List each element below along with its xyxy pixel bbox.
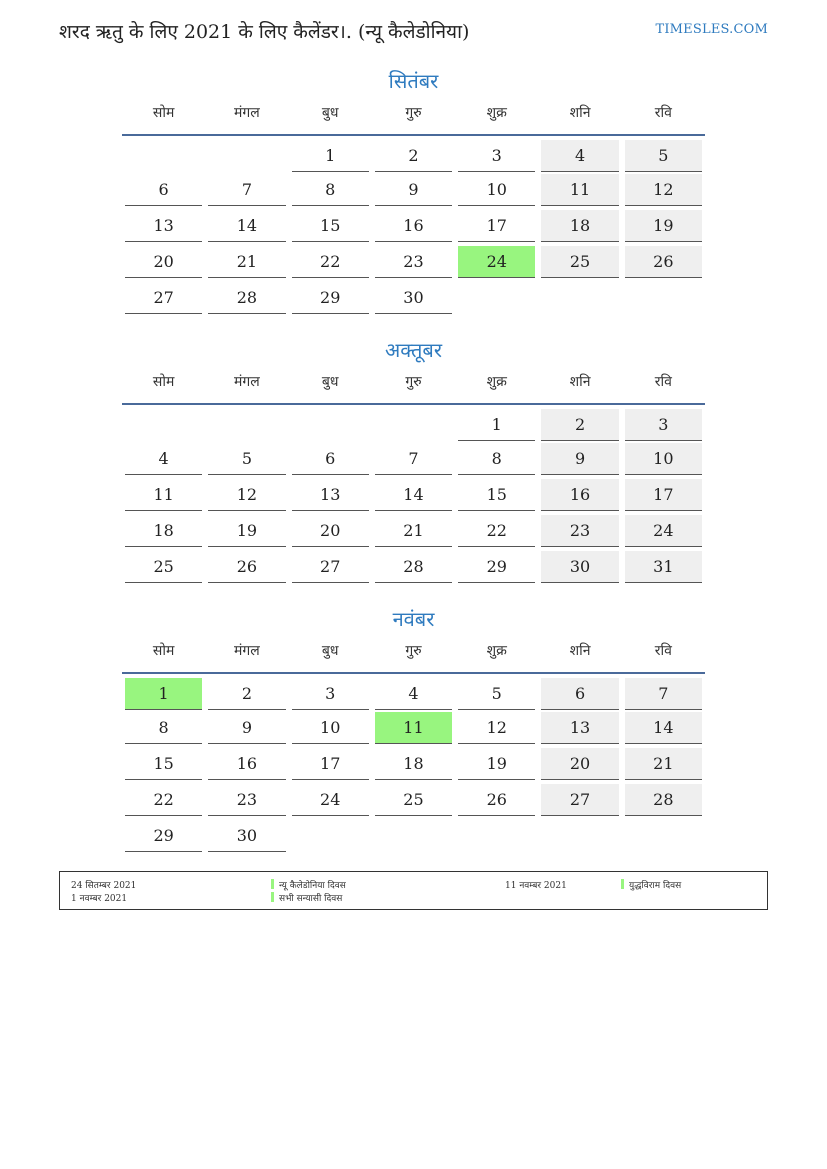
day-cell: 14 (375, 479, 452, 511)
day-cell: 4 (541, 140, 618, 172)
empty-day-cell (541, 282, 618, 313)
day-cell: 22 (292, 246, 369, 278)
day-cell: 11 (125, 479, 202, 511)
day-cell: 11 (375, 712, 452, 744)
day-cell: 2 (541, 409, 618, 441)
day-cell: 7 (208, 174, 285, 206)
week-row (122, 513, 705, 549)
page-title: शरद ऋतु के लिए 2021 के लिए कैलेंडर।. (न्यू कैलेडोनिया) (59, 21, 470, 43)
weekday-header-row (122, 365, 705, 405)
empty-day-cell (625, 282, 702, 313)
week-row (122, 405, 705, 441)
day-cell: 10 (625, 443, 702, 475)
day-cell: 12 (625, 174, 702, 206)
legend-date: 1 नवम्बर 2021 (71, 894, 128, 904)
weekday-label: मंगल (234, 643, 260, 659)
day-cell: 16 (375, 210, 452, 242)
day-cell: 20 (292, 515, 369, 547)
day-cell: 21 (208, 246, 285, 278)
day-cell: 16 (541, 479, 618, 511)
month-october (122, 335, 705, 585)
empty-day-cell (125, 140, 202, 171)
holiday-color-marker (271, 879, 274, 889)
empty-day-cell (458, 282, 535, 313)
empty-day-cell (208, 409, 285, 440)
day-cell: 12 (208, 479, 285, 511)
weekday-label: बुध (321, 643, 339, 659)
day-cell: 9 (541, 443, 618, 475)
day-cell: 23 (208, 784, 285, 816)
day-cell: 23 (375, 246, 452, 278)
empty-day-cell (375, 820, 452, 851)
day-cell: 26 (458, 784, 535, 816)
weekday-label: बुध (321, 374, 339, 390)
holiday-color-marker (271, 892, 274, 902)
day-cell: 4 (125, 443, 202, 475)
weekday-label: शनि (569, 105, 591, 121)
day-cell: 18 (541, 210, 618, 242)
weekday-label: शनि (569, 643, 591, 659)
weekday-label: रवि (654, 643, 672, 659)
day-cell: 24 (292, 784, 369, 816)
legend-holiday-name (271, 878, 346, 891)
day-cell: 7 (625, 678, 702, 710)
weekday-label: शुक्र (486, 374, 507, 390)
day-cell: 3 (292, 678, 369, 710)
day-cell: 3 (625, 409, 702, 441)
weekday-header-row (122, 634, 705, 674)
day-cell: 22 (125, 784, 202, 816)
month-title: अक्तूबर (385, 338, 442, 362)
day-cell: 26 (208, 551, 285, 583)
week-row (122, 280, 705, 316)
week-row (122, 244, 705, 280)
site-link[interactable]: TIMESLES.COM (655, 22, 768, 37)
legend-date: 24 सितम्बर 2021 (71, 881, 137, 891)
week-row (122, 172, 705, 208)
day-cell: 5 (458, 678, 535, 710)
day-cell: 25 (375, 784, 452, 816)
weekday-label: रवि (654, 105, 672, 121)
day-cell: 25 (125, 551, 202, 583)
day-cell: 30 (541, 551, 618, 583)
day-cell: 17 (458, 210, 535, 242)
day-cell: 15 (458, 479, 535, 511)
day-cell: 10 (292, 712, 369, 744)
week-row (122, 818, 705, 854)
empty-day-cell (292, 409, 369, 440)
week-row (122, 674, 705, 710)
day-cell: 19 (625, 210, 702, 242)
day-cell: 8 (458, 443, 535, 475)
day-cell: 11 (541, 174, 618, 206)
day-cell: 19 (458, 748, 535, 780)
day-cell: 8 (125, 712, 202, 744)
day-cell: 13 (292, 479, 369, 511)
legend-date: 11 नवम्बर 2021 (505, 881, 567, 891)
day-cell: 24 (625, 515, 702, 547)
day-cell: 29 (292, 282, 369, 314)
weekday-label: मंगल (234, 105, 260, 121)
day-cell: 18 (375, 748, 452, 780)
day-cell: 6 (292, 443, 369, 475)
day-cell: 23 (541, 515, 618, 547)
day-cell: 28 (375, 551, 452, 583)
weekday-label: शुक्र (486, 105, 507, 121)
day-cell: 14 (625, 712, 702, 744)
day-cell: 27 (541, 784, 618, 816)
empty-day-cell (625, 820, 702, 851)
empty-day-cell (125, 409, 202, 440)
day-cell: 26 (625, 246, 702, 278)
day-cell: 2 (208, 678, 285, 710)
day-cell: 31 (625, 551, 702, 583)
day-cell: 7 (375, 443, 452, 475)
week-row (122, 136, 705, 172)
day-cell: 1 (125, 678, 202, 710)
weekday-label: सोम (152, 374, 175, 390)
day-cell: 13 (541, 712, 618, 744)
day-cell: 1 (292, 140, 369, 172)
empty-day-cell (375, 409, 452, 440)
legend-holiday-name (621, 878, 681, 891)
day-cell: 24 (458, 246, 535, 278)
day-cell: 30 (375, 282, 452, 314)
weekday-label: गुरु (405, 374, 422, 390)
week-row (122, 477, 705, 513)
weekday-header-row (122, 96, 705, 136)
week-row (122, 549, 705, 585)
day-cell: 14 (208, 210, 285, 242)
day-cell: 17 (625, 479, 702, 511)
day-cell: 9 (208, 712, 285, 744)
week-row (122, 710, 705, 746)
weekday-label: मंगल (234, 374, 260, 390)
day-cell: 3 (458, 140, 535, 172)
day-cell: 30 (208, 820, 285, 852)
legend-holiday-label: युद्धविराम दिवस (629, 881, 682, 891)
day-cell: 10 (458, 174, 535, 206)
day-cell: 28 (208, 282, 285, 314)
week-row (122, 746, 705, 782)
weekday-label: बुध (321, 105, 339, 121)
month-title: सितंबर (388, 69, 439, 93)
month-november (122, 604, 705, 854)
day-cell: 29 (125, 820, 202, 852)
weekday-label: शनि (569, 374, 591, 390)
day-cell: 8 (292, 174, 369, 206)
weekday-label: गुरु (405, 105, 422, 121)
legend-holiday-label: सभी सन्यासी दिवस (279, 894, 343, 904)
week-row (122, 441, 705, 477)
day-cell: 6 (541, 678, 618, 710)
day-cell: 15 (125, 748, 202, 780)
day-cell: 19 (208, 515, 285, 547)
day-cell: 21 (375, 515, 452, 547)
day-cell: 5 (208, 443, 285, 475)
weekday-label: रवि (654, 374, 672, 390)
day-cell: 25 (541, 246, 618, 278)
day-cell: 27 (125, 282, 202, 314)
month-title: नवंबर (392, 607, 435, 631)
day-cell: 15 (292, 210, 369, 242)
weekday-label: सोम (152, 105, 175, 121)
empty-day-cell (541, 820, 618, 851)
month-september (122, 66, 705, 316)
day-cell: 17 (292, 748, 369, 780)
day-cell: 28 (625, 784, 702, 816)
day-cell: 21 (625, 748, 702, 780)
week-row (122, 208, 705, 244)
day-cell: 29 (458, 551, 535, 583)
day-cell: 2 (375, 140, 452, 172)
holiday-color-marker (621, 879, 624, 889)
weekday-label: गुरु (405, 643, 422, 659)
day-cell: 16 (208, 748, 285, 780)
day-cell: 9 (375, 174, 452, 206)
week-row (122, 782, 705, 818)
day-cell: 20 (541, 748, 618, 780)
day-cell: 12 (458, 712, 535, 744)
day-cell: 27 (292, 551, 369, 583)
day-cell: 18 (125, 515, 202, 547)
day-cell: 22 (458, 515, 535, 547)
empty-day-cell (208, 140, 285, 171)
legend-holiday-label: न्यू कैलेडोनिया दिवस (279, 881, 346, 891)
holiday-legend (59, 871, 768, 910)
day-cell: 4 (375, 678, 452, 710)
day-cell: 6 (125, 174, 202, 206)
empty-day-cell (292, 820, 369, 851)
day-cell: 5 (625, 140, 702, 172)
empty-day-cell (458, 820, 535, 851)
day-cell: 20 (125, 246, 202, 278)
day-cell: 1 (458, 409, 535, 441)
weekday-label: शुक्र (486, 643, 507, 659)
day-cell: 13 (125, 210, 202, 242)
weekday-label: सोम (152, 643, 175, 659)
legend-holiday-name (271, 891, 342, 904)
